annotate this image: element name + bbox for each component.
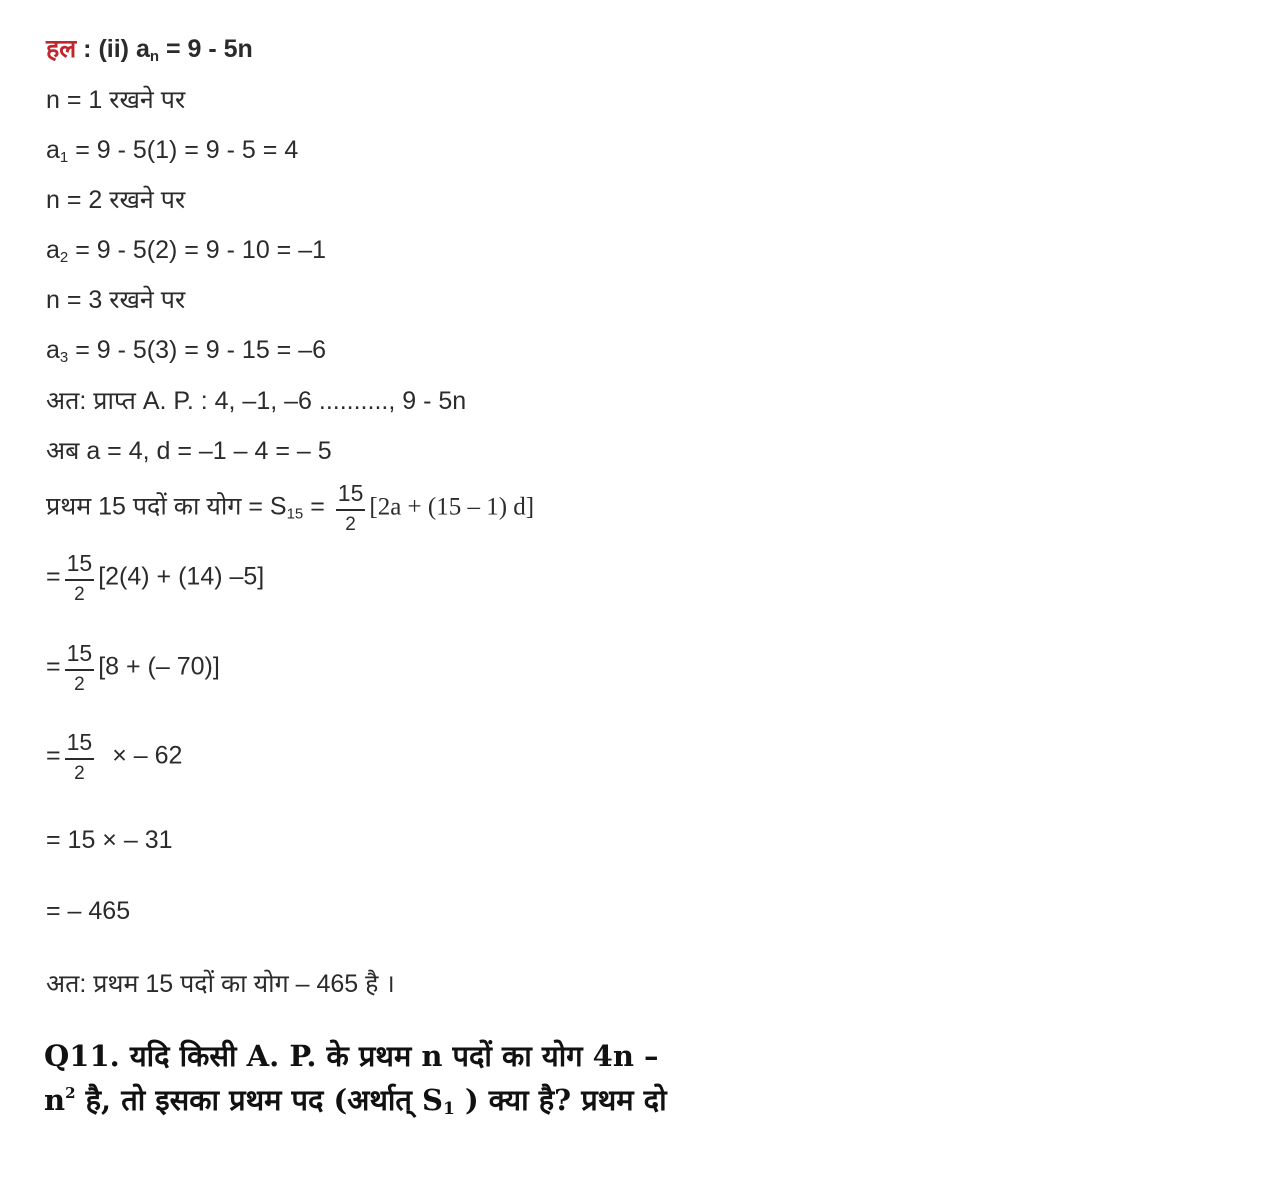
solution-heading: हल : (ii) $a_n = 9 - 5n$ <box>46 35 253 65</box>
fraction: $\frac{15}{2}$ <box>66 640 93 695</box>
given-term: $a_n = 9 - 5n$ <box>135 35 253 65</box>
sum-formula-line: प्रथम 15 पदों का योग = $S_{15}$ = $\frac{15}{2}$ [2a + (15 – 1) d] <box>46 480 535 535</box>
fraction: $\frac{15}{2}$ <box>66 729 93 784</box>
question-number: Q11. <box>44 1039 120 1073</box>
fraction: $\frac{15}{2}$ <box>337 480 364 535</box>
solution-label: हल <box>46 35 77 63</box>
question-text-3: ) क्या है? प्रथम दो <box>454 1083 667 1117</box>
question-q11: Q11. यदि किसी A. P. के प्रथम n पदों का योग 4n – $n^2$ है, तो इसका प्रथम पद (अर्थात् $S_1$ ) क्या है? प्रथम दो <box>44 1039 667 1119</box>
step-product: = 15 × – 31 <box>46 826 173 854</box>
substitute-n3: n = 3 रखने पर <box>46 286 186 314</box>
substitute-n1: n = 1 रखने पर <box>46 86 186 114</box>
conclusion: अत: प्रथम 15 पदों का योग – 465 है । <box>46 970 395 998</box>
step-multiply: = $\frac{15}{2}$ × – 62 <box>46 729 183 784</box>
step-result: = – 465 <box>46 897 131 925</box>
question-text-1: यदि किसी A. P. के प्रथम n पदों का योग 4n – <box>129 1039 659 1073</box>
step-substitute: = $\frac{15}{2}$ [2(4) + (14) –5] <box>46 550 265 605</box>
term-a2: $a_2 = 9 - 5(2) = 9 - 10 = -1$ <box>46 236 327 266</box>
part-label: (ii) <box>98 35 129 63</box>
term-a1: $a_1 = 9 - 5(1) = 9 - 5 = 4$ <box>46 136 299 166</box>
substitute-n2: n = 2 रखने पर <box>46 186 186 214</box>
first-term-difference: अब a = 4, d = –1 – 4 = – 5 <box>46 437 332 465</box>
fraction: $\frac{15}{2}$ <box>66 550 93 605</box>
question-text-2: है, तो इसका प्रथम पद (अर्थात् S <box>75 1083 444 1117</box>
term-a3: $a_3 = 9 - 5(3) = 9 - 15 = -6$ <box>46 336 327 366</box>
ap-sequence: अत: प्राप्त A. P. : 4, –1, –6 .........., 9 - 5n <box>46 387 467 415</box>
step-simplify: = $\frac{15}{2}$ [8 + (– 70)] <box>46 640 220 695</box>
